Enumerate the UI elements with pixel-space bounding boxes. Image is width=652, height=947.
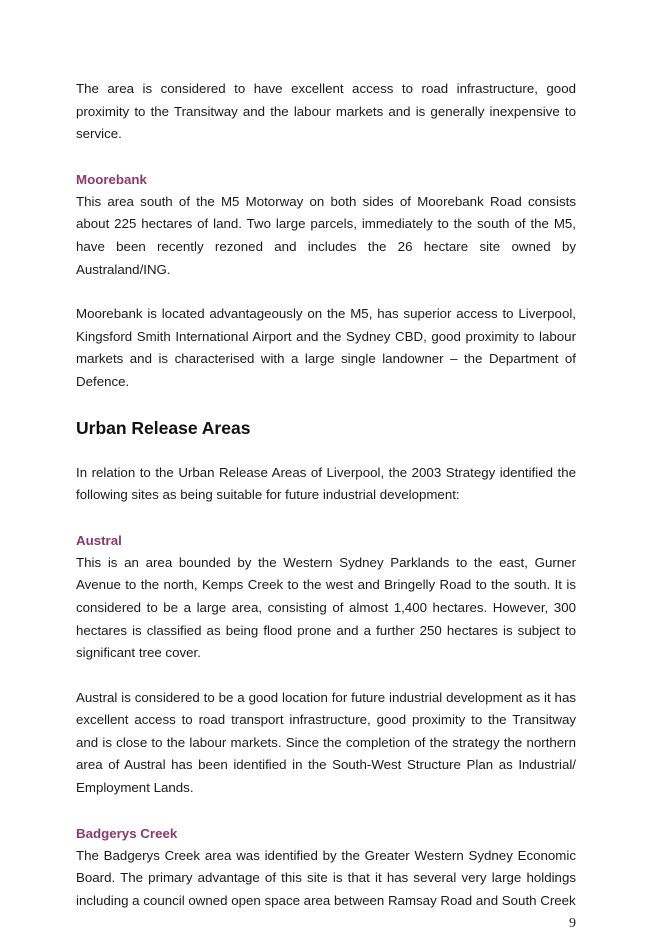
moorebank-paragraph-2: Moorebank is located advantageously on the M5, has superior access to Liverpool, Kingsford Smith International Airport and the Sydney CBD, good proximity to labour markets and is characterised with a large single landowner – the Department of Defence. [76,306,576,389]
badgerys-creek-heading: Badgerys Creek [76,825,178,841]
intro-paragraph: The area is considered to have excellent access to road infrastructure, good proximity to the Transitway and the labour markets and is generally inexpensive to service. [76,81,576,142]
urban-release-paragraph: In relation to the Urban Release Areas of Liverpool, the 2003 Strategy identified the following sites as being suitable for future industrial development: [76,464,576,503]
austral-paragraph-2: Austral is considered to be a good location for future industrial development as it has excellent access to road transport infrastructure, good proximity to the Transitway and is close to the labour markets. Since the completion of the strategy the northern area of Austral has been identified in the South-West Structure Plan as Industrial/ Employment Lands. [76,689,576,796]
urban-release-areas-heading: Urban Release Areas [76,417,251,438]
badgerys-creek-paragraph: The Badgerys Creek area was identified by the Greater Western Sydney Economic Board. The primary advantage of this site is that it has several very large holdings including a council owned open space area between Ramsay Road and South Creek [76,847,576,908]
moorebank-heading: Moorebank [76,171,147,187]
document-page [76,78,576,912]
austral-paragraph-1: This is an area bounded by the Western Sydney Parklands to the east, Gurner Avenue to the north, Kemps Creek to the west and Bringelly Road to the south. It is considered to be a large area, consisting of almost 1,400 hectares. However, 300 hectares is classified as being flood prone and a further 250 hectares is subject to significant tree cover. [76,554,576,661]
page-number: 9 [569,916,576,931]
austral-heading: Austral [76,532,122,548]
moorebank-paragraph-1: This area south of the M5 Motorway on both sides of Moorebank Road consists about 225 hectares of land. Two large parcels, immediately to the south of the M5, have been recently rezoned and includes the 26 hectare site owned by Australand/ING. [76,193,576,277]
